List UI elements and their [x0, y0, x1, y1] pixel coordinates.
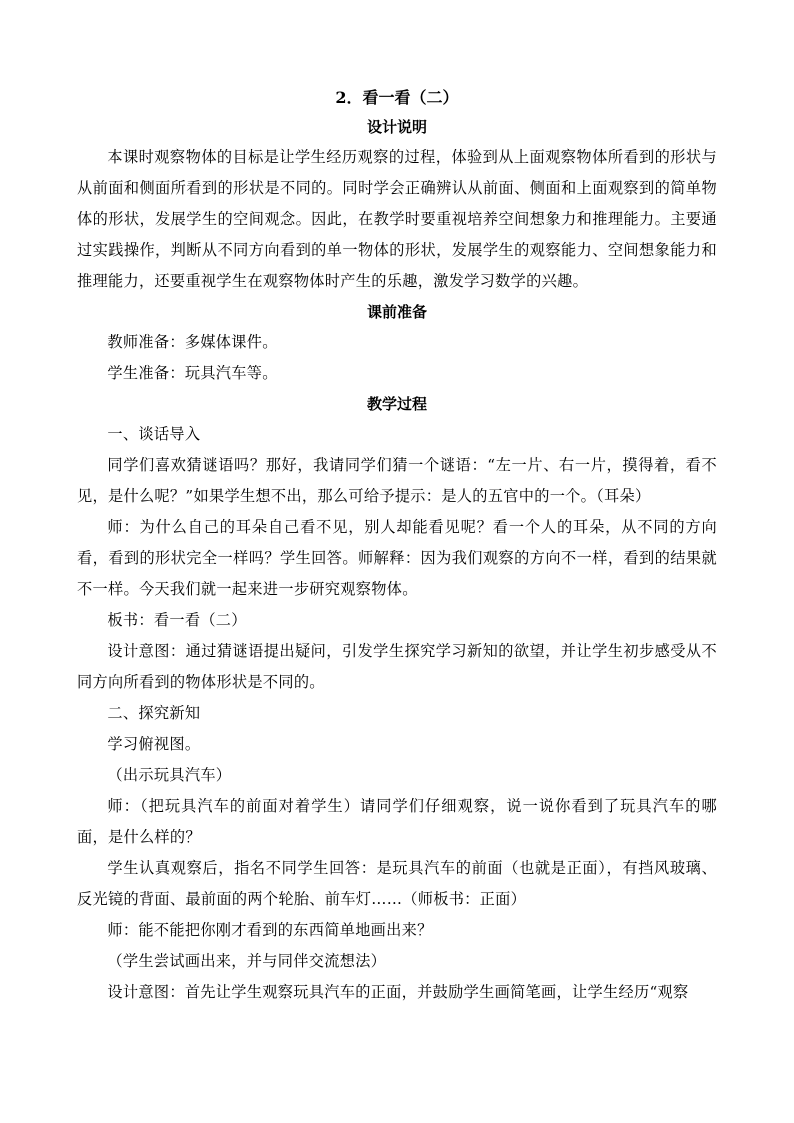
- teacher-prep: 教师准备：多媒体课件。: [107, 333, 278, 351]
- process-paragraph: 师：（把玩具汽车的前面对着学生）请同学们仔细观察，说一说你看到了玩具汽车的哪面，是什么样的？: [77, 797, 717, 846]
- process-paragraph: 板书：看一看（二）: [107, 611, 247, 629]
- process-paragraph: 师：能不能把你刚才看到的东西简单地画出来？: [107, 921, 433, 939]
- process-paragraph: （学生尝试画出来，并与同伴交流想法）: [107, 952, 387, 970]
- process-heading: 教学过程: [366, 395, 427, 413]
- design-heading: 设计说明: [366, 118, 427, 136]
- process-paragraph: （出示玩具汽车）: [107, 766, 232, 784]
- process-paragraph: 同学们喜欢猜谜语吗？那好，我请同学们猜一个谜语：“左一片、右一片，摸得着，看不见，是什么呢？”如果学生想不出，那么可给予提示：是人的五官中的一个。（耳朵）: [77, 456, 717, 505]
- process-paragraph: 学习俯视图。: [107, 735, 201, 753]
- process-paragraph: 学生认真观察后，指名不同学生回答：是玩具汽车的前面（也就是正面），有挡风玻璃、反光镜的背面、最前面的两个轮胎、前车灯……（师板书：正面）: [77, 859, 717, 908]
- part2-title: 二、探究新知: [107, 704, 201, 722]
- prep-heading: 课前准备: [366, 303, 427, 321]
- process-paragraph: 师：为什么自己的耳朵自己看不见，别人却能看见呢？看一个人的耳朵，从不同的方向看，看到的形状完全一样吗？学生回答。师解释：因为我们观察的方向不一样，看到的结果就不一样。今天我们就一起来进一步研究观察物体。: [77, 518, 717, 598]
- document-page: [77, 84, 717, 1008]
- part1-title: 一、谈话导入: [107, 425, 201, 443]
- student-prep: 学生准备：玩具汽车等。: [107, 364, 278, 382]
- design-paragraph: 本课时观察物体的目标是让学生经历观察的过程，体验到从上面观察物体所看到的形状与从前面和侧面所看到的形状是不同的。同时学会正确辨认从前面、侧面和上面观察到的简单物体的形状，发展学生的空间观念。因此，在教学时要重视培养空间想象力和推理能力。主要通过实践操作，判断从不同方向看到的单一物体的形状，发展学生的观察能力、空间想象能力和推理能力，还要重视学生在观察物体时产生的乐趣，激发学习数学的兴趣。: [77, 148, 717, 290]
- page-title: 2．看一看（二）: [335, 88, 459, 107]
- process-paragraph: 设计意图：首先让学生观察玩具汽车的正面，并鼓励学生画简笔画，让学生经历“观察: [107, 983, 689, 1001]
- process-paragraph: 设计意图：通过猜谜语提出疑问，引发学生探究学习新知的欲望，并让学生初步感受从不同方向所看到的物体形状是不同的。: [77, 642, 717, 691]
